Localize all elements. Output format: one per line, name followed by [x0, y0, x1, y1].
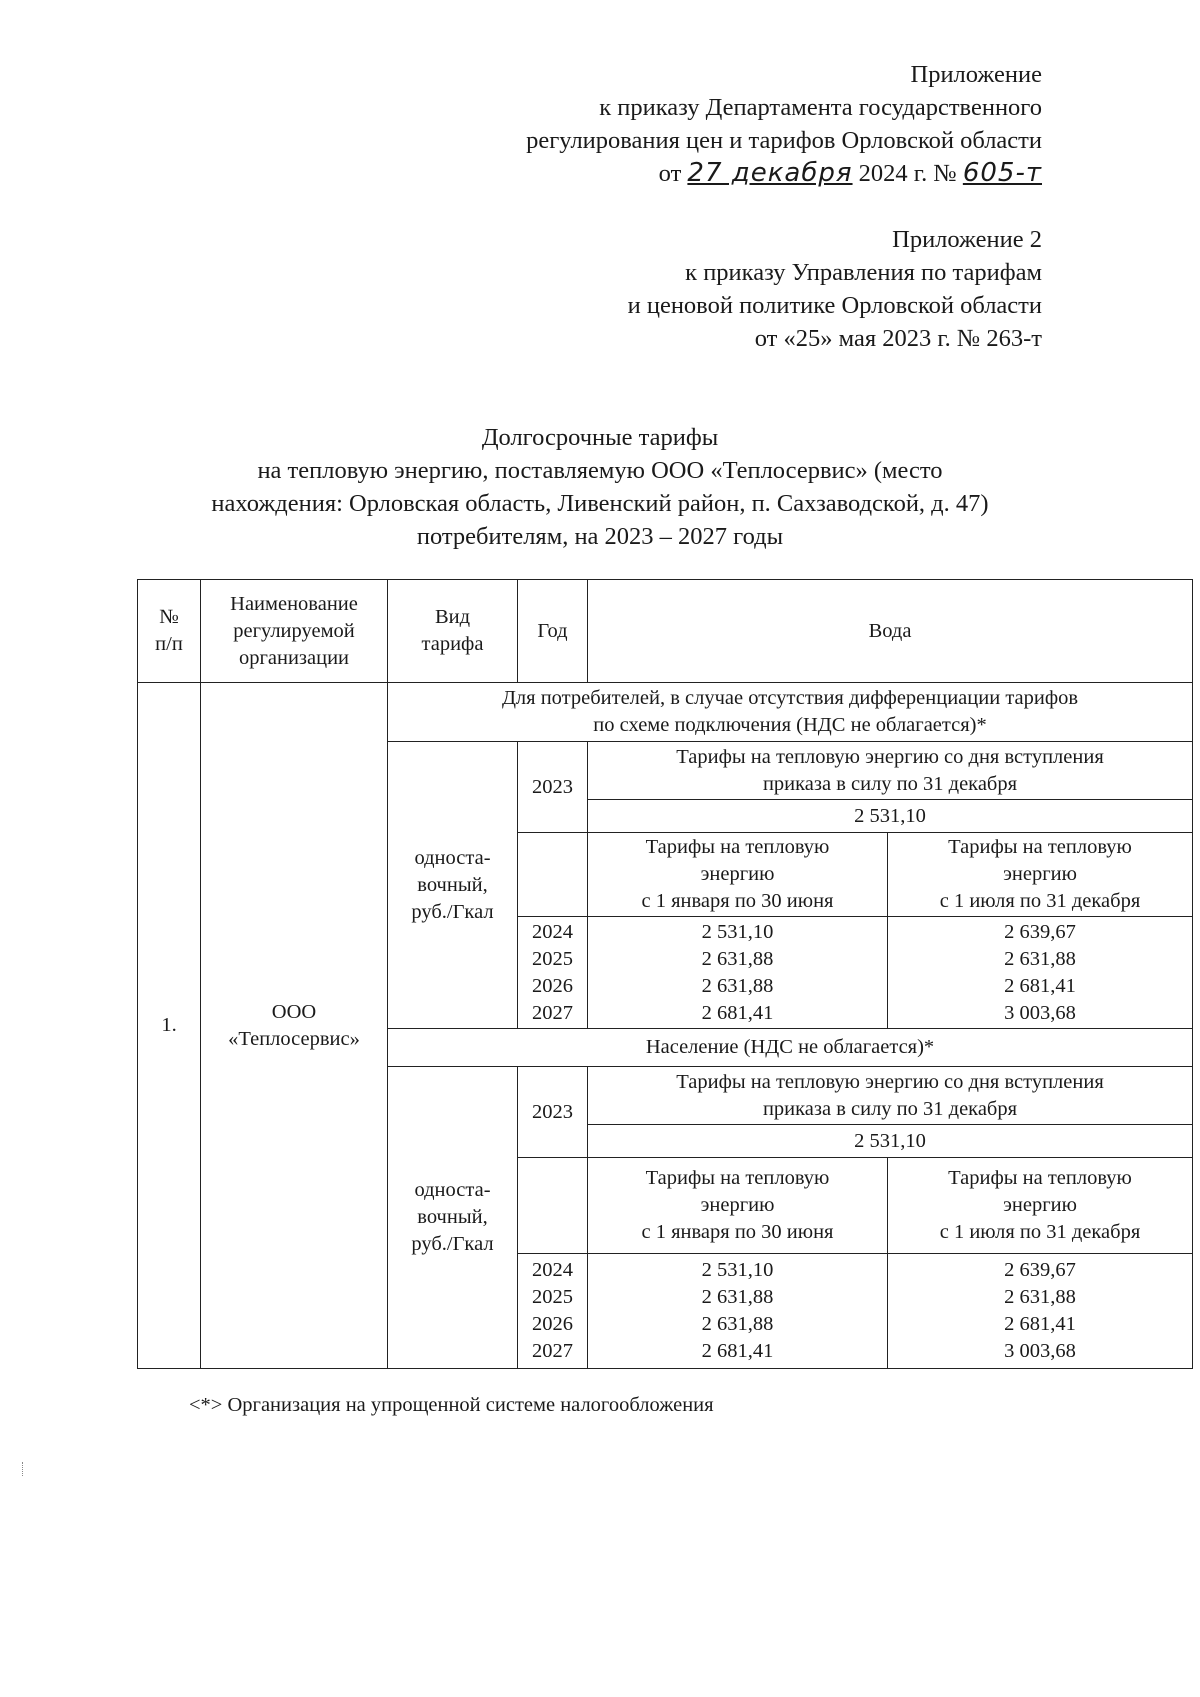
scan-mark	[22, 1462, 25, 1476]
year-cell: 2023	[518, 1067, 588, 1158]
h2-values: 2 639,67 2 631,88 2 681,41 3 003,68	[888, 1254, 1193, 1369]
header-line: Приложение 2	[892, 226, 1042, 253]
header-org: Наименование регулируемой организации	[201, 580, 388, 683]
footnote: <*> Организация на упрощенной системе налогообложения	[189, 1394, 714, 1416]
year-cell: 2023	[518, 742, 588, 833]
tariff-kind: односта- вочный, руб./Гкал	[388, 1067, 518, 1369]
title-line: Долгосрочные тарифы	[481, 424, 719, 451]
h1-column-header: Тарифы на тепловую энергию с 1 января по 30 июня	[588, 1158, 888, 1254]
years-list: 2024 2025 2026 2027	[518, 1254, 588, 1369]
handwritten-date: 27 декабря	[687, 158, 853, 188]
row-number: 1.	[138, 683, 201, 1369]
date-prefix: от	[658, 160, 682, 187]
header-line: и ценовой политике Орловской области	[627, 292, 1042, 319]
h2-column-header: Тарифы на тепловую энергию с 1 июля по 31 декабря	[888, 833, 1193, 917]
h1-values: 2 531,10 2 631,88 2 631,88 2 681,41	[588, 1254, 888, 1369]
date-suffix: 2024 г. №	[858, 160, 957, 187]
document-title	[0, 421, 1200, 553]
tariff-table	[137, 579, 1193, 1369]
title-line: потребителям, на 2023 – 2027 годы	[416, 523, 784, 550]
header-line: Приложение	[910, 61, 1042, 88]
h1-values: 2 531,10 2 631,88 2 631,88 2 681,41	[588, 917, 888, 1029]
organization-name: ООО «Теплосервис»	[201, 683, 388, 1369]
handwritten-number: 605-т	[962, 158, 1042, 188]
order-date-line	[526, 157, 1042, 190]
first-period-caption: Тарифы на тепловую энергию со дня вступления приказа в силу по 31 декабря	[588, 742, 1193, 800]
year-cell-empty	[518, 833, 588, 917]
order-reference-header	[526, 58, 1042, 190]
header-line: от «25» мая 2023 г. № 263-т	[754, 325, 1042, 352]
header-line: к приказу Департамента государственного	[599, 94, 1042, 121]
header-tariff-kind: Вид тарифа	[388, 580, 518, 683]
table-header-row	[138, 580, 1193, 683]
tariff-kind: односта- вочный, руб./Гкал	[388, 742, 518, 1029]
year-cell-empty	[518, 1158, 588, 1254]
tariff-value: 2 531,10	[588, 1125, 1193, 1158]
section-caption-row	[138, 683, 1193, 742]
title-line: нахождения: Орловская область, Ливенский район, п. Сахзаводской, д. 47)	[211, 490, 989, 517]
section-caption: Население (НДС не облагается)*	[388, 1029, 1193, 1067]
h2-values: 2 639,67 2 631,88 2 681,41 3 003,68	[888, 917, 1193, 1029]
header-year: Год	[518, 580, 588, 683]
section-caption: Для потребителей, в случае отсутствия дифференциации тарифов по схеме подключения (НДС не облагается)*	[388, 683, 1193, 742]
header-line: к приказу Управления по тарифам	[685, 259, 1042, 286]
header-num: № п/п	[138, 580, 201, 683]
title-line: на тепловую энергию, поставляемую ООО «Теплосервис» (место	[257, 457, 943, 484]
first-period-caption: Тарифы на тепловую энергию со дня вступления приказа в силу по 31 декабря	[588, 1067, 1193, 1125]
h1-column-header: Тарифы на тепловую энергию с 1 января по 30 июня	[588, 833, 888, 917]
years-list: 2024 2025 2026 2027	[518, 917, 588, 1029]
tariff-value: 2 531,10	[588, 800, 1193, 833]
h2-column-header: Тарифы на тепловую энергию с 1 июля по 31 декабря	[888, 1158, 1193, 1254]
original-order-header	[628, 223, 1042, 355]
header-line: регулирования цен и тарифов Орловской области	[526, 127, 1042, 154]
header-water: Вода	[588, 580, 1193, 683]
